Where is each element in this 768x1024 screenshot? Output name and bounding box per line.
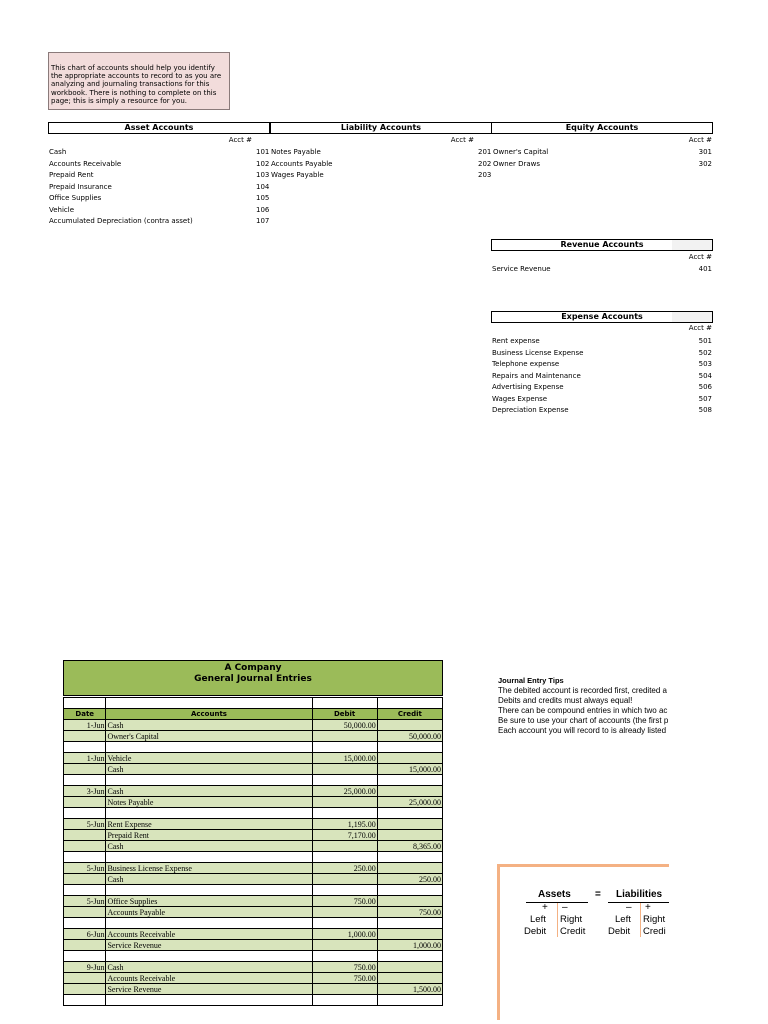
entry-account: Cash xyxy=(106,841,312,852)
account-row xyxy=(49,147,269,159)
instruction-note: This chart of accounts should help you identify the appropriate accounts to record to as you are analyzing and journaling transactions for this workbook. There is nothing to complete on this page; this is simply a resource for you. xyxy=(48,52,230,110)
account-row xyxy=(49,159,269,171)
entry-account: Notes Payable xyxy=(106,797,312,808)
account-row xyxy=(256,147,492,159)
entry-credit xyxy=(377,819,442,830)
equity-acct-label: Acct # xyxy=(688,136,712,144)
entry-credit xyxy=(377,830,442,841)
account-row xyxy=(49,193,269,205)
spacer-row xyxy=(64,775,443,786)
account-row xyxy=(492,405,712,417)
entry-credit: 25,000.00 xyxy=(377,797,442,808)
entry-date: 5-Jun xyxy=(64,896,106,907)
journal-line xyxy=(64,720,443,731)
entry-debit xyxy=(312,764,377,775)
account-name: Accounts Receivable xyxy=(49,159,122,168)
account-row xyxy=(492,382,712,394)
account-number: 507 xyxy=(698,394,712,403)
entry-credit xyxy=(377,896,442,907)
liability-accounts-header: Liability Accounts xyxy=(270,122,492,134)
account-row xyxy=(492,348,712,360)
col-debit: Debit xyxy=(312,709,377,720)
account-name: Telephone expense xyxy=(492,360,560,368)
journal-line xyxy=(64,874,443,885)
tip-line: Debits and credits must always equal! xyxy=(498,696,633,705)
account-row xyxy=(492,336,712,348)
entry-credit xyxy=(377,973,442,984)
entry-debit: 7,170.00 xyxy=(312,830,377,841)
entry-date xyxy=(64,830,106,841)
account-row xyxy=(256,216,492,228)
entry-date: 3-Jun xyxy=(64,786,106,797)
entry-debit: 25,000.00 xyxy=(312,786,377,797)
account-row xyxy=(256,182,492,194)
account-name: Depreciation Expense xyxy=(492,406,569,414)
account-number: 504 xyxy=(698,371,712,380)
entry-account: Owner's Capital xyxy=(106,731,312,742)
journal-line xyxy=(64,940,443,951)
journal-title xyxy=(63,660,443,696)
account-name: Wages Expense xyxy=(492,394,548,403)
journal-line xyxy=(64,863,443,874)
journal-line xyxy=(64,786,443,797)
equity-accounts-header: Equity Accounts xyxy=(491,122,713,134)
journal-line xyxy=(64,830,443,841)
tip-line: The debited account is recorded first, credited a xyxy=(498,686,667,695)
entry-debit: 50,000.00 xyxy=(312,720,377,731)
account-row xyxy=(256,205,492,217)
entry-debit: 1,195.00 xyxy=(312,819,377,830)
entry-account: Accounts Receivable xyxy=(106,973,312,984)
col-credit: Credit xyxy=(377,709,442,720)
equity-accounts-list xyxy=(478,147,712,182)
account-name: Office Supplies xyxy=(49,194,102,202)
spacer-row xyxy=(64,852,443,863)
spacer-row xyxy=(64,742,443,753)
account-name: Prepaid Rent xyxy=(49,171,94,179)
account-name: Owner's Capital xyxy=(493,148,549,156)
asset-acct-label: Acct # xyxy=(228,136,252,144)
account-name: Vehicle xyxy=(49,205,75,214)
entry-credit: 8,365.00 xyxy=(377,841,442,852)
account-row xyxy=(478,147,712,159)
entry-account: Vehicle xyxy=(106,753,312,764)
account-row xyxy=(49,182,269,194)
account-name: Prepaid Insurance xyxy=(49,182,112,191)
account-name: Owner Draws xyxy=(493,159,541,168)
entry-account: Accounts Receivable xyxy=(106,929,312,940)
journal-line xyxy=(64,973,443,984)
account-number: 107 xyxy=(256,217,270,225)
entry-date xyxy=(64,731,106,742)
entry-debit xyxy=(312,874,377,885)
account-name: Service Revenue xyxy=(492,265,551,273)
eq-liabilities: Liabilities xyxy=(616,889,663,900)
account-name: Accumulated Depreciation (contra asset) xyxy=(49,217,193,225)
spacer-row xyxy=(64,995,443,1006)
account-row xyxy=(256,159,492,171)
entry-credit: 750.00 xyxy=(377,907,442,918)
eq-assets: Assets xyxy=(538,889,571,900)
entry-date xyxy=(64,940,106,951)
journal-line xyxy=(64,984,443,995)
tip-line: Each account you will record to is already listed xyxy=(498,726,667,735)
spacer-row xyxy=(64,951,443,962)
entry-account: Cash xyxy=(106,786,312,797)
account-row xyxy=(492,264,712,276)
account-name: Advertising Expense xyxy=(492,383,564,391)
account-number: 503 xyxy=(698,360,712,368)
entry-account: Cash xyxy=(106,764,312,775)
entry-debit xyxy=(312,841,377,852)
account-row xyxy=(478,159,712,171)
account-number: 105 xyxy=(256,194,270,202)
account-number: 502 xyxy=(698,348,712,357)
tip-line: Be sure to use your chart of accounts (the first p xyxy=(498,716,669,725)
entry-debit xyxy=(312,940,377,951)
account-name: Cash xyxy=(49,148,67,156)
tip-line: There can be compound entries in which two ac xyxy=(498,706,668,715)
col-date: Date xyxy=(64,709,106,720)
entry-debit xyxy=(312,984,377,995)
account-number: 102 xyxy=(256,159,270,168)
account-number: 203 xyxy=(478,171,492,179)
spacer-row xyxy=(64,885,443,896)
account-name: Accounts Payable xyxy=(271,159,333,168)
journal-line xyxy=(64,929,443,940)
account-name: Rent expense xyxy=(492,337,540,345)
general-journal xyxy=(63,660,443,994)
entry-debit xyxy=(312,907,377,918)
liability-accounts-list xyxy=(256,147,492,228)
entry-account: Office Supplies xyxy=(106,896,312,907)
entry-credit xyxy=(377,753,442,764)
entry-credit: 1,500.00 xyxy=(377,984,442,995)
entry-account: Business License Expense xyxy=(106,863,312,874)
entry-debit: 750.00 xyxy=(312,962,377,973)
journal-line xyxy=(64,731,443,742)
entry-date: 1-Jun xyxy=(64,753,106,764)
entry-debit: 250.00 xyxy=(312,863,377,874)
entry-date: 5-Jun xyxy=(64,819,106,830)
entry-date xyxy=(64,907,106,918)
entry-account: Cash xyxy=(106,962,312,973)
journal-line xyxy=(64,797,443,808)
account-number: 106 xyxy=(256,205,270,214)
account-name: Notes Payable xyxy=(271,148,321,156)
account-number: 202 xyxy=(478,159,492,168)
journal-line xyxy=(64,962,443,973)
account-number: 401 xyxy=(698,265,712,273)
entry-credit xyxy=(377,786,442,797)
asset-accounts-list xyxy=(49,147,269,228)
company-name: A Company xyxy=(224,663,282,673)
account-name: Business License Expense xyxy=(492,348,584,357)
revenue-acct-label: Acct # xyxy=(688,253,712,261)
account-row xyxy=(49,170,269,182)
entry-account: Rent Expense xyxy=(106,819,312,830)
entry-account: Service Revenue xyxy=(106,940,312,951)
entry-credit xyxy=(377,929,442,940)
entry-account: Cash xyxy=(106,720,312,731)
entry-account: Accounts Payable xyxy=(106,907,312,918)
entry-credit xyxy=(377,720,442,731)
entry-date xyxy=(64,984,106,995)
account-row xyxy=(256,193,492,205)
entry-debit: 750.00 xyxy=(312,896,377,907)
journal-line xyxy=(64,896,443,907)
journal-line xyxy=(64,907,443,918)
spacer-row xyxy=(64,808,443,819)
revenue-accounts-list xyxy=(492,264,712,276)
expense-accounts-header: Expense Accounts xyxy=(491,311,713,323)
expense-accounts-list xyxy=(492,336,712,417)
account-number: 101 xyxy=(256,148,270,156)
account-row xyxy=(492,371,712,383)
entry-credit: 1,000.00 xyxy=(377,940,442,951)
eq-equals: = xyxy=(595,889,601,900)
account-number: 501 xyxy=(698,337,712,345)
account-row xyxy=(49,216,269,228)
expense-acct-label: Acct # xyxy=(688,324,712,332)
accounting-equation-image: Assets = Liabilities + – – + Left Right Debit Credit Left Right Debit Credi xyxy=(497,864,669,1020)
col-accounts: Accounts xyxy=(106,709,312,720)
entry-account: Prepaid Rent xyxy=(106,830,312,841)
liability-acct-label: Acct # xyxy=(450,136,474,144)
account-name: Repairs and Maintenance xyxy=(492,371,581,380)
account-number: 302 xyxy=(698,159,712,168)
entry-debit: 1,000.00 xyxy=(312,929,377,940)
account-number: 506 xyxy=(698,383,712,391)
entry-debit xyxy=(312,731,377,742)
journal-line xyxy=(64,841,443,852)
account-number: 301 xyxy=(698,148,712,156)
entry-debit xyxy=(312,797,377,808)
journal-line xyxy=(64,753,443,764)
entry-date xyxy=(64,973,106,984)
spacer-row xyxy=(64,918,443,929)
account-name: Wages Payable xyxy=(271,171,324,179)
account-number: 103 xyxy=(256,171,270,179)
entry-account: Cash xyxy=(106,874,312,885)
entry-date: 9-Jun xyxy=(64,962,106,973)
entry-debit: 15,000.00 xyxy=(312,753,377,764)
entry-date xyxy=(64,764,106,775)
account-number: 104 xyxy=(256,182,270,191)
account-row xyxy=(492,394,712,406)
revenue-accounts-header: Revenue Accounts xyxy=(491,239,713,251)
journal-table xyxy=(63,697,443,1006)
entry-date: 5-Jun xyxy=(64,863,106,874)
entry-credit: 50,000.00 xyxy=(377,731,442,742)
account-row xyxy=(49,205,269,217)
account-row xyxy=(478,170,712,182)
account-row xyxy=(492,359,712,371)
account-number: 508 xyxy=(698,406,712,414)
entry-credit xyxy=(377,863,442,874)
tips-title: Journal Entry Tips xyxy=(498,676,564,685)
entry-date xyxy=(64,874,106,885)
entry-date: 6-Jun xyxy=(64,929,106,940)
journal-subtitle: General Journal Entries xyxy=(194,674,312,684)
entry-date xyxy=(64,797,106,808)
account-number: 201 xyxy=(478,148,492,156)
asset-accounts-header: Asset Accounts xyxy=(48,122,270,134)
entry-debit: 750.00 xyxy=(312,973,377,984)
journal-entry-tips xyxy=(498,676,673,736)
entry-credit: 15,000.00 xyxy=(377,764,442,775)
entry-date xyxy=(64,841,106,852)
journal-line xyxy=(64,764,443,775)
entry-credit xyxy=(377,962,442,973)
entry-date: 1-Jun xyxy=(64,720,106,731)
entry-credit: 250.00 xyxy=(377,874,442,885)
entry-account: Service Revenue xyxy=(106,984,312,995)
journal-line xyxy=(64,819,443,830)
account-row xyxy=(256,170,492,182)
